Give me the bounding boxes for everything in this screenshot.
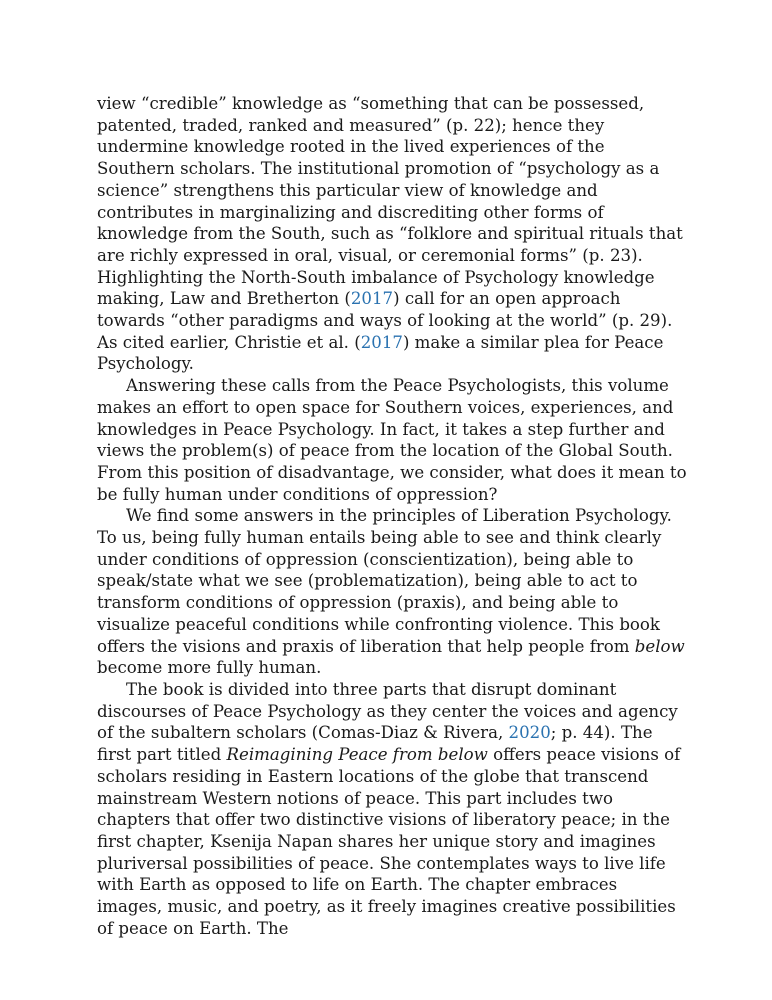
page-body [97,93,687,939]
paragraph-1-text: view “credible” knowledge as “something that can be possessed, patented, traded, ranked and measured” (p. 22); hence they undermine knowledge rooted in the lived experiences of the Southern scholars. The institutional promotion of “psychology as a science” strengthens this particular view of knowledge and contributes in marginalizing and discrediting other forms of knowledge from the South, such as “folklore and spiritual rituals that are richly expressed in oral, visual, or ceremonial forms” (p. 23). Highlighting the North-South imbalance of Psychology knowledge making, Law and Bretherton ( [97,94,683,309]
citation-comas-diaz-rivera-2020[interactable]: 2020 [508,723,551,743]
paragraph-2-text: Answering these calls from the Peace Psychologists, this volume makes an effort to open space for Southern voices, experiences, and knowledges in Peace Psychology. In fact, it takes a step further and views the problem(s) of peace from the location of the Global South. From this position of disadvantage, we consider, what does it mean to be fully human under conditions of oppression? [97,376,687,504]
paragraph-3 [97,505,687,679]
paragraph-1-text: ) make a similar plea for Peace Psychology. [97,332,664,374]
paragraph-1 [97,93,687,375]
paragraph-4 [97,679,687,939]
citation-christie-2017[interactable]: 2017 [360,332,403,352]
paragraph-2 [97,375,687,505]
paragraph-1-text: ) call for an open approach towards “other paradigms and ways of looking at the world” (p. 29). As cited earlier, Christie et al. ( [97,289,673,352]
emphasis-below: below [634,636,685,656]
part-title-reimagining-peace: Reimagining Peace from below [226,745,488,765]
paragraph-4-text: ; p. 44). The first part titled [97,723,653,765]
paragraph-4-text: The book is divided into three parts that disrupt dominant discourses of Peace Psychology as they center the voices and agency of the subaltern scholars (Comas-Diaz & Rivera, [97,679,678,743]
paragraph-3-text: become more fully human. [97,658,322,678]
paragraph-3-text: We find some answers in the principles of Liberation Psychology. To us, being fully human entails being able to see and think clearly under conditions of oppression (conscientization), being able to speak/state what we see (problematization), being able to act to transform conditions of oppression (praxis), and being able to visualize peaceful conditions while confronting violence. This book offers the visions and praxis of liberation that help people from [97,506,672,656]
citation-law-bretherton-2017[interactable]: 2017 [350,289,394,309]
paragraph-4-text: offers peace visions of scholars residing in Eastern locations of the globe that transcend mainstream Western notions of peace. This part includes two chapters that offer two distinctive visions of liberatory peace; in the first chapter, Ksenija Napan shares her unique story and imagines pluriversal possibilities of peace. She contemplates ways to live life with Earth as opposed to life on Earth. The chapter embraces images, music, and poetry, as it freely imagines creative possibilities of peace on Earth. The [97,745,681,938]
